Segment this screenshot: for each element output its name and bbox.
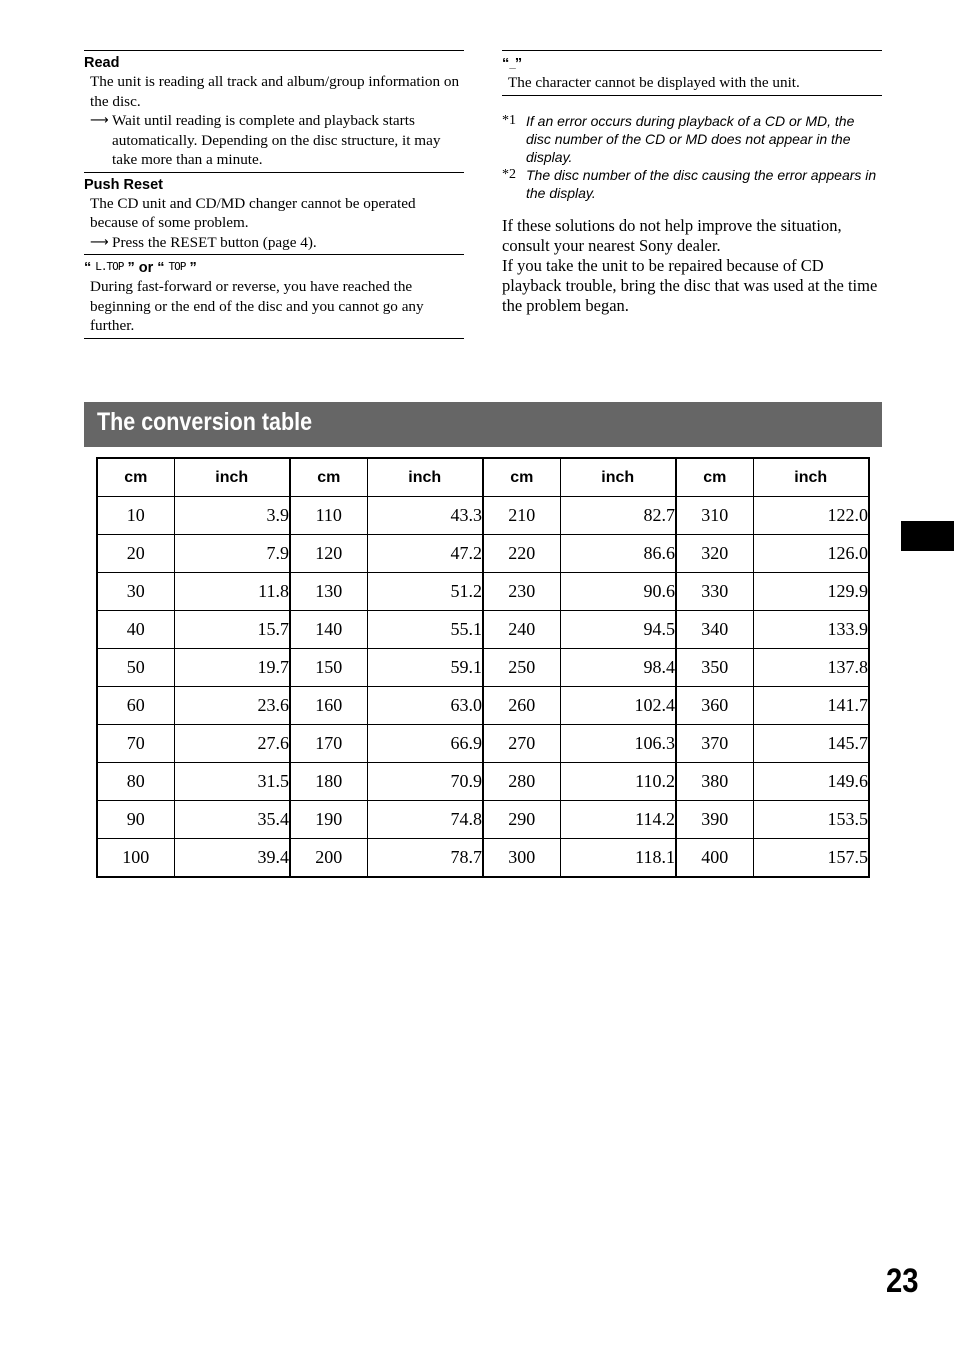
advice-paragraph: If these solutions do not help improve the situation, consult your nearest Sony dealer. — [502, 215, 842, 255]
lcd-limit-text: During fast-forward or reverse, you have reached the beginning or the end of the disc and you cannot go any further. — [90, 278, 424, 334]
inch-cell: 94.5 — [560, 611, 676, 649]
cm-cell: 60 — [97, 687, 174, 725]
inch-cell: 3.9 — [174, 497, 290, 535]
inch-cell: 126.0 — [753, 535, 869, 573]
read-entry — [84, 50, 464, 172]
cm-cell: 260 — [483, 687, 560, 725]
inch-cell: 153.5 — [753, 801, 869, 839]
cm-cell: 380 — [676, 763, 753, 801]
lcd-segment-display-a: L.TOP — [95, 260, 124, 273]
read-text: The unit is reading all track and album/group information on the disc. — [90, 73, 460, 110]
inch-cell: 129.9 — [753, 573, 869, 611]
inch-cell: 59.1 — [367, 649, 483, 687]
section-header — [84, 402, 882, 447]
inch-cell: 149.6 — [753, 763, 869, 801]
cm-cell: 120 — [290, 535, 367, 573]
repair-paragraph: If you take the unit to be repaired because of CD playback trouble, bring the disc that was used at the time the problem began. — [502, 255, 878, 315]
inch-cell: 86.6 — [560, 535, 676, 573]
cm-cell: 270 — [483, 725, 560, 763]
lcd-segment-display-c: _ — [509, 56, 515, 69]
cm-cell: 130 — [290, 573, 367, 611]
conversion-table — [96, 457, 870, 878]
table-row — [97, 497, 869, 535]
inch-cell: 27.6 — [174, 725, 290, 763]
header-inch: inch — [753, 458, 869, 497]
cm-cell: 220 — [483, 535, 560, 573]
inch-cell: 7.9 — [174, 535, 290, 573]
cm-cell: 40 — [97, 611, 174, 649]
cm-cell: 140 — [290, 611, 367, 649]
arrow-icon: ⟶ — [90, 234, 109, 250]
inch-cell: 19.7 — [174, 649, 290, 687]
inch-cell: 141.7 — [753, 687, 869, 725]
cm-cell: 100 — [97, 839, 174, 878]
char-entry-title: “_” — [502, 56, 523, 72]
inch-cell: 74.8 — [367, 801, 483, 839]
table-row — [97, 611, 869, 649]
header-cm: cm — [290, 458, 367, 497]
push-reset-entry — [84, 172, 464, 255]
header-inch: inch — [174, 458, 290, 497]
cm-cell: 340 — [676, 611, 753, 649]
cm-cell: 70 — [97, 725, 174, 763]
header-inch: inch — [560, 458, 676, 497]
cm-cell: 80 — [97, 763, 174, 801]
cm-cell: 160 — [290, 687, 367, 725]
table-row — [97, 763, 869, 801]
arrow-icon: ⟶ — [90, 113, 109, 128]
inch-cell: 145.7 — [753, 725, 869, 763]
table-header-row — [97, 458, 869, 497]
inch-cell: 43.3 — [367, 497, 483, 535]
cm-cell: 20 — [97, 535, 174, 573]
table-row — [97, 535, 869, 573]
inch-cell: 51.2 — [367, 573, 483, 611]
lcd-limit-title: “ L.TOP ” or “ TOP ” — [84, 260, 197, 276]
cm-cell: 250 — [483, 649, 560, 687]
cm-cell: 400 — [676, 839, 753, 878]
cm-cell: 190 — [290, 801, 367, 839]
section-title: The conversion table — [97, 408, 313, 436]
inch-cell: 137.8 — [753, 649, 869, 687]
cm-cell: 320 — [676, 535, 753, 573]
page-tab-marker — [901, 521, 954, 551]
cm-cell: 180 — [290, 763, 367, 801]
cm-cell: 330 — [676, 573, 753, 611]
footnotes — [502, 112, 882, 202]
left-column — [84, 50, 464, 339]
push-reset-title: Push Reset — [84, 176, 163, 193]
push-reset-arrow-text: Press the RESET button (page 4). — [112, 233, 317, 251]
cm-cell: 360 — [676, 687, 753, 725]
header-cm: cm — [676, 458, 753, 497]
cm-cell: 10 — [97, 497, 174, 535]
cm-cell: 200 — [290, 839, 367, 878]
lcd-limit-entry — [84, 254, 464, 339]
cm-cell: 390 — [676, 801, 753, 839]
inch-cell: 11.8 — [174, 573, 290, 611]
inch-cell: 114.2 — [560, 801, 676, 839]
inch-cell: 63.0 — [367, 687, 483, 725]
page-number: 23 — [886, 1262, 919, 1300]
inch-cell: 82.7 — [560, 497, 676, 535]
header-cm: cm — [483, 458, 560, 497]
cm-cell: 370 — [676, 725, 753, 763]
header-cm: cm — [97, 458, 174, 497]
inch-cell: 35.4 — [174, 801, 290, 839]
char-entry-text: The character cannot be displayed with the unit. — [508, 74, 800, 91]
inch-cell: 106.3 — [560, 725, 676, 763]
right-column — [502, 50, 882, 316]
cm-cell: 230 — [483, 573, 560, 611]
inch-cell: 110.2 — [560, 763, 676, 801]
table-row — [97, 649, 869, 687]
inch-cell: 118.1 — [560, 839, 676, 878]
table-row — [97, 839, 869, 878]
cm-cell: 170 — [290, 725, 367, 763]
push-reset-text: The CD unit and CD/MD changer cannot be operated because of some problem. — [90, 194, 416, 231]
footnote: *2 The disc number of the disc causing the error appears in the display. — [502, 166, 877, 201]
inch-cell: 39.4 — [174, 839, 290, 878]
inch-cell: 78.7 — [367, 839, 483, 878]
inch-cell: 47.2 — [367, 535, 483, 573]
cm-cell: 240 — [483, 611, 560, 649]
cm-cell: 290 — [483, 801, 560, 839]
header-inch: inch — [367, 458, 483, 497]
inch-cell: 70.9 — [367, 763, 483, 801]
cm-cell: 30 — [97, 573, 174, 611]
cm-cell: 300 — [483, 839, 560, 878]
inch-cell: 90.6 — [560, 573, 676, 611]
cm-cell: 150 — [290, 649, 367, 687]
inch-cell: 66.9 — [367, 725, 483, 763]
inch-cell: 15.7 — [174, 611, 290, 649]
table-body — [97, 497, 869, 878]
cm-cell: 50 — [97, 649, 174, 687]
table-row — [97, 573, 869, 611]
inch-cell: 122.0 — [753, 497, 869, 535]
inch-cell: 23.6 — [174, 687, 290, 725]
cm-cell: 350 — [676, 649, 753, 687]
table-row — [97, 725, 869, 763]
cm-cell: 110 — [290, 497, 367, 535]
inch-cell: 98.4 — [560, 649, 676, 687]
table-row — [97, 687, 869, 725]
inch-cell: 31.5 — [174, 763, 290, 801]
inch-cell: 157.5 — [753, 839, 869, 878]
inch-cell: 102.4 — [560, 687, 676, 725]
cm-cell: 90 — [97, 801, 174, 839]
table-row — [97, 801, 869, 839]
cm-cell: 280 — [483, 763, 560, 801]
lcd-segment-display-b: TOP — [168, 260, 186, 273]
cm-cell: 210 — [483, 497, 560, 535]
footnote: *1 If an error occurs during playback of a CD or MD, the disc number of the CD or MD does not appear in the display. — [502, 112, 855, 165]
inch-cell: 55.1 — [367, 611, 483, 649]
char-entry — [502, 50, 882, 96]
cm-cell: 310 — [676, 497, 753, 535]
read-title: Read — [84, 55, 120, 71]
read-arrow-text: Wait until reading is complete and playback starts automatically. Depending on the disc structure, it may take more than a minute. — [112, 112, 441, 168]
inch-cell: 133.9 — [753, 611, 869, 649]
